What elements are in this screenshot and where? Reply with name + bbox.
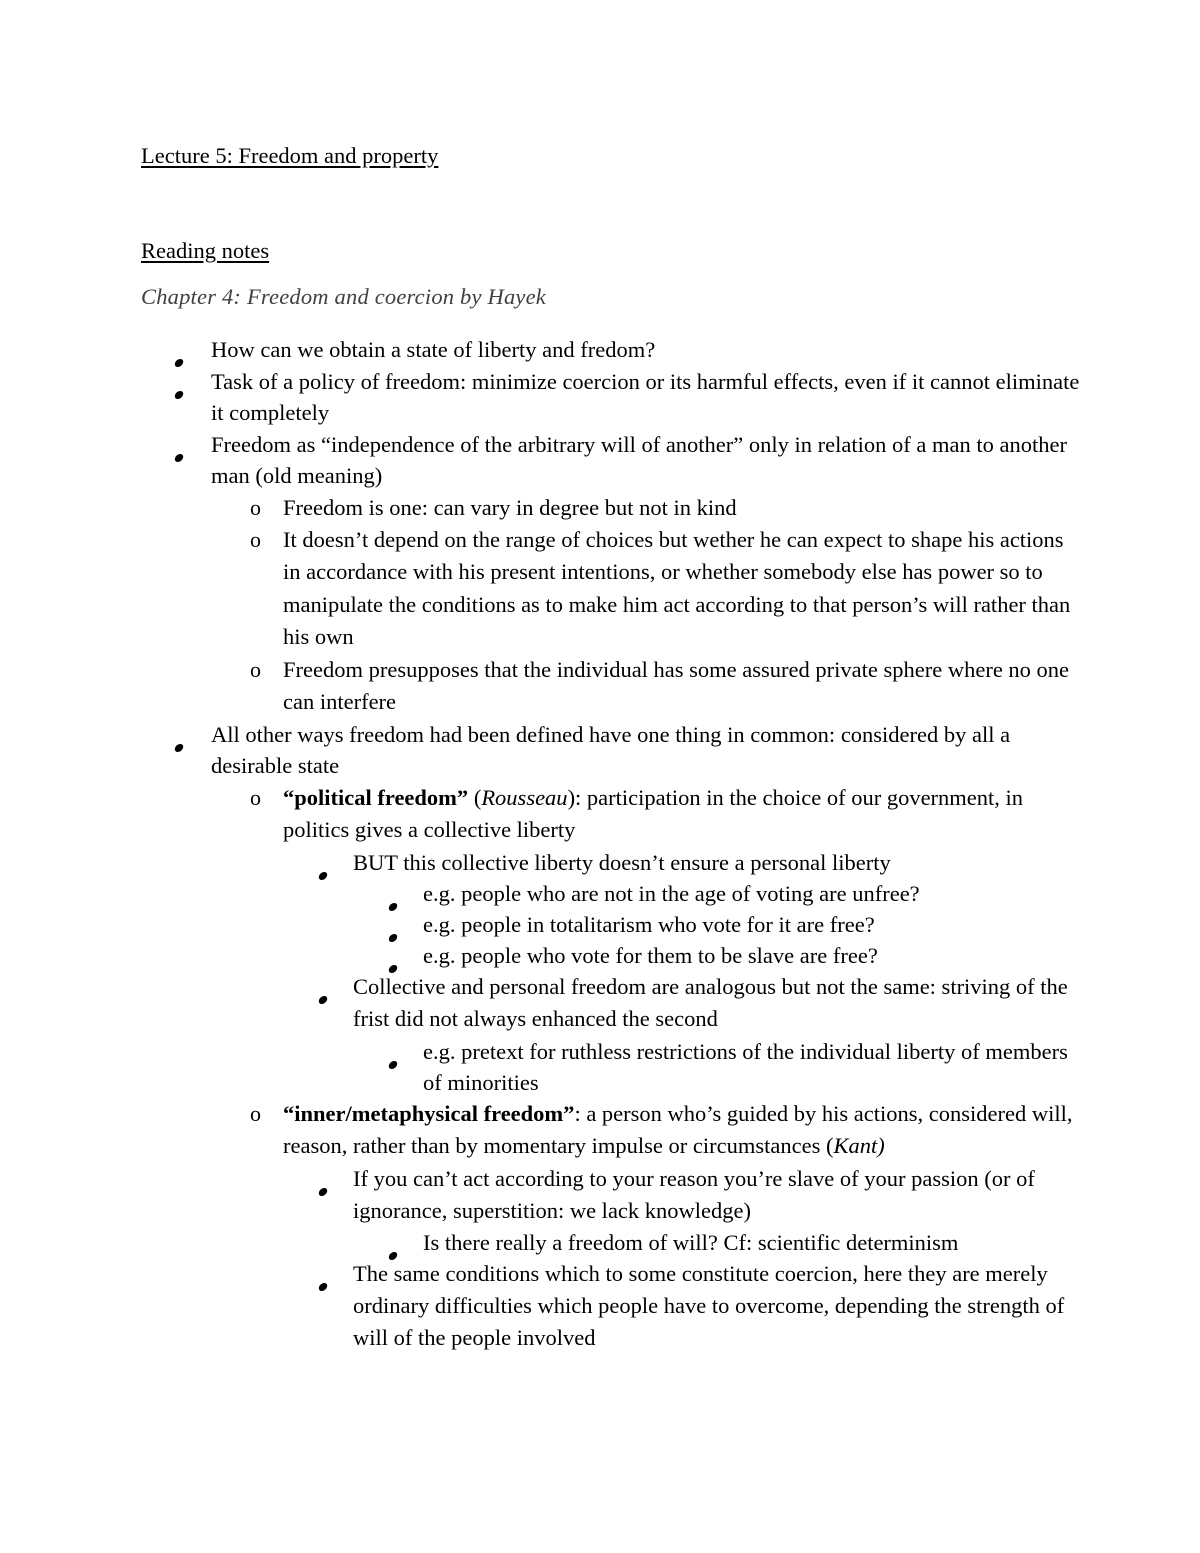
bullet-text: If you can’t act according to your reason you’re slave of your passion (or of ignorance, superstition: we lack knowledge): [353, 1165, 1035, 1223]
bullet-icon: [175, 439, 183, 471]
bullet-item: [0, 719, 1200, 782]
example-bullet-item: [0, 1227, 1200, 1258]
circle-bullet-icon: o: [250, 1100, 261, 1126]
bullet-icon: [389, 1046, 397, 1077]
bullet-text: BUT this collective liberty doesn’t ensure a personal liberty: [353, 849, 891, 875]
sub-sub-bullet-item: [0, 1258, 1200, 1354]
bullet-text: e.g. people who are not in the age of voting are unfree?: [423, 880, 920, 906]
sub-bullet-item: [0, 1098, 1200, 1163]
bullet-text: The same conditions which to some constitute coercion, here they are merely ordinary difficulties which people have to overcome, depending the strength of will of the people involved: [353, 1260, 1065, 1350]
bullet-icon: [319, 981, 327, 1014]
political-freedom-term: “political freedom”: [283, 784, 469, 810]
bullet-text: Task of a policy of freedom: minimize coercion or its harmful effects, even if it cannot eliminate it completely: [211, 368, 1080, 426]
bullet-text: “inner/metaphysical freedom”: a person who’s guided by his actions, considered will, reason, rather than by momentary impulse or circumstances (Kant): [283, 1100, 1073, 1159]
chapter-heading: Chapter 4: Freedom and coercion by Hayek: [141, 284, 546, 309]
bullet-text: “political freedom” (Rousseau): participation in the choice of our government, in politics gives a collective liberty: [283, 784, 1024, 843]
circle-bullet-icon: o: [250, 656, 261, 682]
sub-sub-bullet-item: [0, 847, 1200, 878]
example-bullet-item: [0, 940, 1200, 971]
bullet-text: Is there really a freedom of will? Cf: scientific determinism: [423, 1229, 959, 1255]
bullet-icon: [319, 1268, 327, 1300]
bullet-icon: [175, 729, 183, 761]
notes-list: [0, 334, 1200, 1354]
bullet-text: Freedom is one: can vary in degree but not in kind: [283, 494, 737, 520]
bullet-text: Freedom as “independence of the arbitrary will of another” only in relation of a man to another man (old meaning): [211, 431, 1067, 489]
page-title: Lecture 5: Freedom and property: [141, 143, 439, 168]
bullet-icon: [175, 376, 183, 408]
circle-bullet-icon: o: [250, 526, 261, 552]
circle-bullet-icon: o: [250, 494, 261, 520]
sub-bullet-item: [0, 654, 1200, 719]
inner-freedom-term: “inner/metaphysical freedom”: [283, 1100, 575, 1126]
example-bullet-item: [0, 1036, 1200, 1098]
bullet-text: Collective and personal freedom are analogous but not the same: striving of the frist did not always enhanced the second: [353, 973, 1068, 1032]
bullet-icon: [319, 1173, 327, 1205]
bullet-text: e.g. people in totalitarism who vote for it are free?: [423, 911, 875, 937]
bullet-text: e.g. people who vote for them to be slave are free?: [423, 942, 878, 968]
bullet-text: How can we obtain a state of liberty and fredom?: [211, 337, 656, 362]
bullet-item: [0, 334, 1200, 366]
sub-sub-bullet-item: [0, 971, 1200, 1036]
bullet-text: It doesn’t depend on the range of choices but wether he can expect to shape his actions in accordance with his present intentions, or whether somebody else has power so to manipulate the conditions as to make him act according to that person’s will rather than his own: [283, 526, 1071, 650]
sub-bullet-item: [0, 492, 1200, 524]
bullet-text: Freedom presupposes that the individual has some assured private sphere where no one can interfere: [283, 656, 1070, 715]
sub-bullet-item: [0, 524, 1200, 654]
bullet-text: All other ways freedom had been defined have one thing in common: considered by all a desirable state: [211, 721, 1011, 779]
section-heading: Reading notes: [141, 238, 270, 263]
author-name: Kant): [833, 1133, 885, 1159]
author-name: Rousseau: [481, 784, 568, 810]
example-bullet-item: [0, 878, 1200, 909]
bullet-item: [0, 429, 1200, 492]
sub-sub-bullet-item: [0, 1163, 1200, 1227]
sub-bullet-item: [0, 782, 1200, 847]
circle-bullet-icon: o: [250, 784, 261, 810]
example-bullet-item: [0, 909, 1200, 940]
bullet-text: e.g. pretext for ruthless restrictions of the individual liberty of members of minorities: [423, 1038, 1068, 1095]
bullet-item: [0, 366, 1200, 429]
